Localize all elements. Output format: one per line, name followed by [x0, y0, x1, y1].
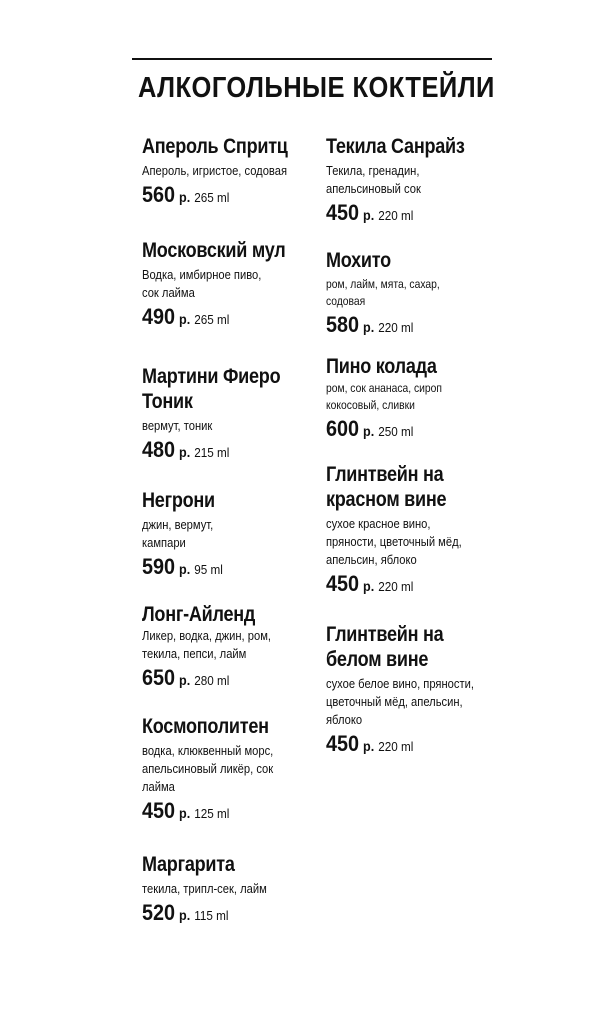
- item-volume: 95 ml: [194, 562, 223, 577]
- item-name: Негрони: [142, 489, 215, 512]
- item-price: 650: [142, 665, 176, 690]
- item-description: джин, вермут, кампари: [142, 517, 214, 550]
- item-volume: 220 ml: [378, 579, 414, 594]
- item-price-row: [326, 416, 461, 442]
- item-price: 490: [142, 304, 176, 329]
- item-description: текила, трипл-сек, лайм: [142, 881, 267, 896]
- item-price-row: [326, 571, 497, 597]
- item-currency: р.: [179, 805, 191, 821]
- item-name: Маргарита: [142, 853, 235, 876]
- item-description: ром, сок ананаса, сироп кокосовый, сливки: [326, 381, 442, 412]
- item-volume: 250 ml: [378, 424, 414, 439]
- item-price: 590: [142, 554, 176, 579]
- menu-item-moscow-mule: [142, 238, 292, 330]
- item-price-row: [142, 182, 322, 208]
- item-description: водка, клюквенный морс, апельсиновый ликёр, сок лайма: [142, 743, 274, 794]
- item-price: 450: [142, 798, 176, 823]
- item-volume: 220 ml: [378, 208, 414, 223]
- page-title: АЛКОГОЛЬНЫЕ КОКТЕЙЛИ: [138, 72, 495, 104]
- item-name: Глинтвейн на белом вине: [326, 623, 444, 671]
- item-currency: р.: [363, 319, 375, 335]
- item-volume: 115 ml: [194, 908, 229, 923]
- item-price: 480: [142, 437, 176, 462]
- item-currency: р.: [179, 672, 191, 688]
- item-currency: р.: [363, 738, 375, 754]
- item-name: Мартини Фиеро Тоник: [142, 365, 281, 413]
- item-currency: р.: [179, 561, 191, 577]
- item-price-row: [142, 304, 277, 330]
- menu-item-negroni: [142, 488, 342, 580]
- item-currency: р.: [179, 444, 191, 460]
- item-description: Апероль, игристое, содовая: [142, 163, 288, 178]
- item-price-row: [142, 665, 322, 691]
- item-description: ром, лайм, мята, сахар, содовая: [326, 277, 440, 308]
- menu-item-pina-colada: [326, 354, 476, 442]
- item-name: Текила Санрайз: [326, 135, 465, 158]
- item-name: Мохито: [326, 249, 391, 272]
- item-price: 600: [326, 416, 360, 441]
- menu-item-tequila-sunrise: [326, 134, 476, 226]
- item-currency: р.: [363, 578, 375, 594]
- item-currency: р.: [179, 311, 191, 327]
- item-volume: 265 ml: [194, 312, 230, 327]
- menu-item-martini-fiero-tonic: [142, 364, 342, 463]
- item-name: Космополитен: [142, 715, 269, 738]
- item-price-row: [142, 900, 322, 926]
- item-price-row: [142, 437, 322, 463]
- item-volume: 220 ml: [378, 739, 414, 754]
- item-name: Пино колада: [326, 355, 437, 378]
- item-currency: р.: [179, 907, 191, 923]
- item-currency: р.: [363, 207, 375, 223]
- menu-item-cosmopolitan: [142, 714, 342, 824]
- top-divider: [132, 58, 492, 60]
- item-description: вермут, тоник: [142, 418, 213, 433]
- item-description: Текила, гренадин, апельсиновый сок: [326, 163, 421, 196]
- item-name: Глинтвейн на красном вине: [326, 463, 447, 511]
- item-description: сухое красное вино, пряности, цветочный мёд, апельсин, яблоко: [326, 516, 462, 567]
- item-price-row: [142, 554, 322, 580]
- item-volume: 125 ml: [194, 806, 230, 821]
- item-price-row: [326, 312, 461, 338]
- item-price-row: [326, 200, 461, 226]
- item-description: сухое белое вино, пряности, цветочный мёд, апельсин, яблоко: [326, 676, 474, 727]
- item-description: Ликер, водка, джин, ром, текила, пепси, лайм: [142, 628, 271, 661]
- menu-item-aperol-spritz: [142, 134, 342, 208]
- menu-item-long-island: [142, 602, 342, 691]
- item-price: 520: [142, 900, 176, 925]
- menu-item-margarita: [142, 852, 342, 926]
- item-name: Апероль Спритц: [142, 135, 288, 158]
- item-volume: 215 ml: [194, 445, 230, 460]
- item-currency: р.: [179, 189, 191, 205]
- item-price: 450: [326, 731, 360, 756]
- item-volume: 220 ml: [378, 320, 414, 335]
- item-name: Лонг-Айленд: [142, 603, 256, 626]
- item-price: 450: [326, 571, 360, 596]
- menu-item-mulled-wine-white: [326, 622, 516, 757]
- menu-item-mulled-wine-red: [326, 462, 516, 597]
- item-name: Московский мул: [142, 239, 286, 262]
- item-description: Водка, имбирное пиво, сок лайма: [142, 267, 262, 300]
- item-price: 450: [326, 200, 360, 225]
- item-volume: 280 ml: [194, 673, 230, 688]
- item-price-row: [142, 798, 322, 824]
- item-price: 580: [326, 312, 360, 337]
- item-currency: р.: [363, 423, 375, 439]
- menu-item-mojito: [326, 248, 476, 338]
- item-price-row: [326, 731, 497, 757]
- item-price: 560: [142, 182, 176, 207]
- item-volume: 265 ml: [194, 190, 230, 205]
